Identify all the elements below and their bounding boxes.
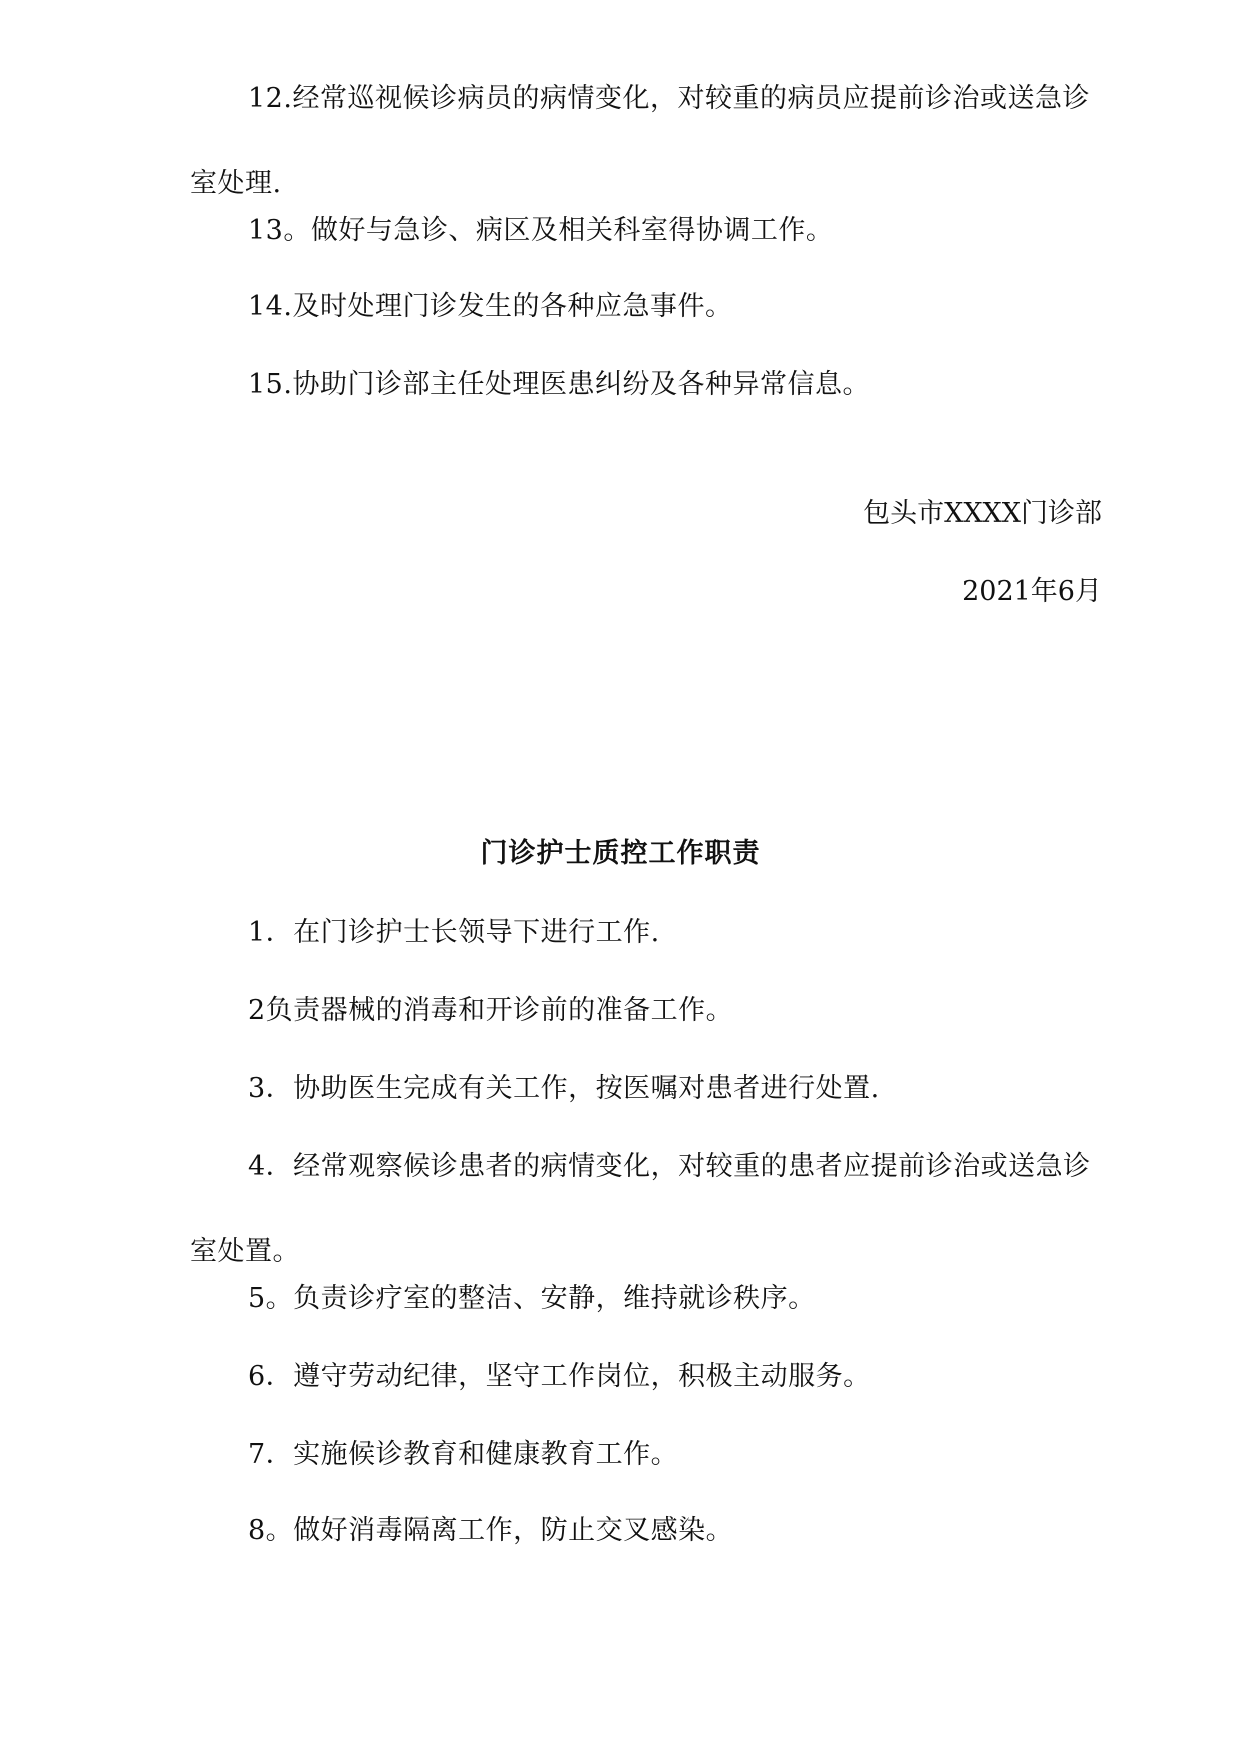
signature-date: 2021年6月: [962, 576, 1102, 607]
signature-org: 包头市XXXX门诊部: [863, 498, 1102, 529]
duty-item-12: 12.经常巡视候诊病员的病情变化，对较重的病员应提前诊治或送急诊室处理.: [190, 83, 1090, 199]
duty-item-13: 13。做好与急诊、病区及相关科室得协调工作。: [248, 215, 834, 246]
nurse-duty-item-2: 2负责器械的消毒和开诊前的准备工作。: [248, 995, 734, 1026]
nurse-duty-item-7: 7．实施候诊教育和健康教育工作。: [248, 1439, 679, 1470]
nurse-duty-item-1: 1．在门诊护士长领导下进行工作.: [248, 917, 660, 948]
duty-item-15: 15.协助门诊部主任处理医患纠纷及各种异常信息。: [248, 369, 870, 400]
nurse-duty-item-8: 8。做好消毒隔离工作，防止交叉感染。: [248, 1515, 734, 1546]
nurse-duty-item-3: 3．协助医生完成有关工作，按医嘱对患者进行处置.: [248, 1073, 880, 1104]
nurse-duty-item-6: 6．遵守劳动纪律，坚守工作岗位，积极主动服务。: [248, 1361, 871, 1392]
duty-item-14: 14.及时处理门诊发生的各种应急事件。: [248, 291, 733, 322]
section-title: 门诊护士质控工作职责: [480, 838, 761, 869]
nurse-duty-item-4: 4．经常观察候诊患者的病情变化，对较重的患者应提前诊治或送急诊室处置。: [190, 1151, 1091, 1267]
nurse-duty-item-5: 5。负责诊疗室的整洁、安静，维持就诊秩序。: [248, 1283, 816, 1314]
